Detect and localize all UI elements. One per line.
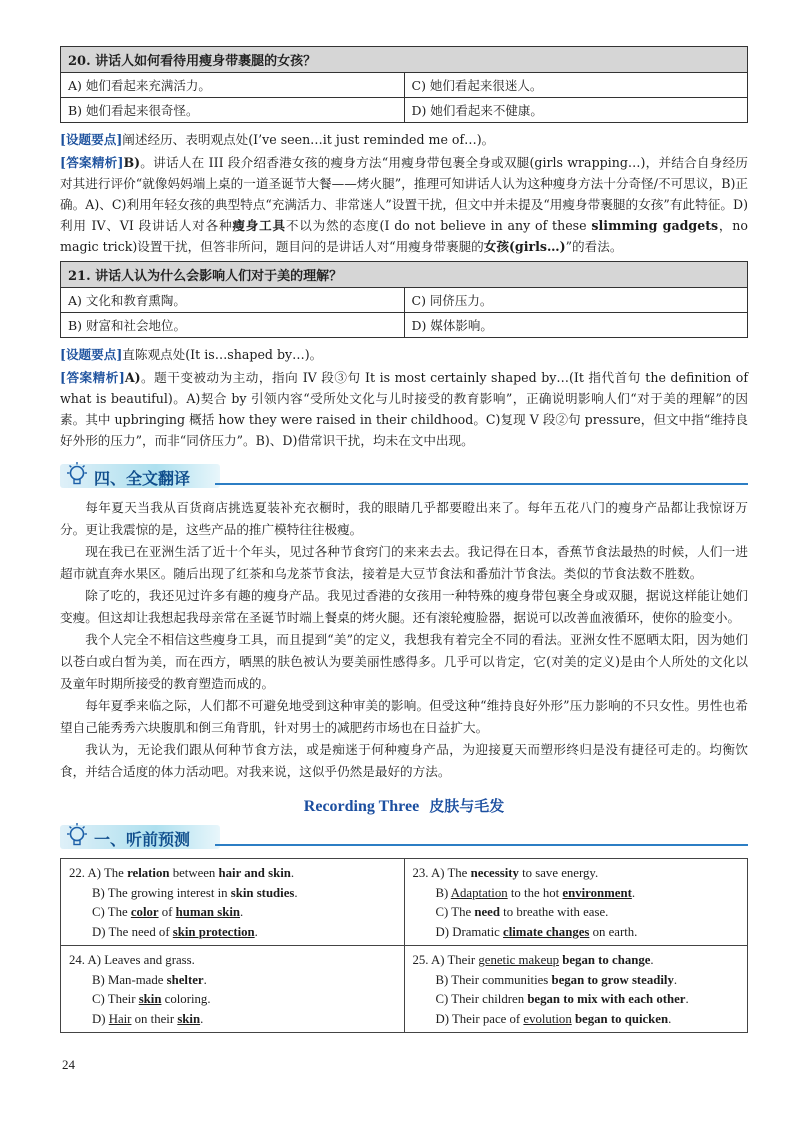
question-21-stem: 21. 讲话人认为什么会影响人们对于美的理解？ [61,262,748,288]
translation-paragraph: 我认为，无论我们跟从何种节食方法，或是痴迷于何种瘦身产品，为迎接夏天而塑形终归是没有捷径可走的。均衡饮食，并结合适度的体力活动吧。对我来说，这似乎仍然是最好的方法。 [60,742,748,779]
section-header-translation [60,461,748,489]
question-20-option-d: D) 她们看起来不健康。 [404,98,748,123]
question-20-analysis: [答案精析]B)。讲话人在 III 段介绍香港女孩的瘦身方法“用瘦身带包裹全身或双腿(girls wrapping…)，并结合自身经历对其进行评价“就像妈妈端上桌的一道圣诞节大餐——烤火腿”，推理可知讲话人认为这种瘦身方法十分奇怪/不可思议，B)正确。A)、C)利用年轻女孩的典型特点“充满活力、非常迷人”设置干扰，但文中并未提及“用瘦身带裹腿的女孩”有此特征。D)利用 IV、VI 段讲话人对各种瘦身工具不以为然的态度(I do not believe in any of these slimming gadgets，no magic trick)设置干扰，但答非所问，题目问的是讲话人对“用瘦身带裹腿的女孩(girls…)”的看法。 [60,155,749,254]
translation-paragraph: 每年夏天当我从百货商店挑选夏装补充衣橱时，我的眼睛几乎都要瞪出来了。每年五花八门的瘦身产品都让我惊讶万分。更让我震惊的是，这些产品的推广模特往往极瘦。 [60,500,748,537]
question-22-cell: 22. A) The relation between hair and skin. B) The growing interest in skin studies. C) The color of human skin. D) The need of skin protection. [61,859,405,946]
question-21-option-a: A) 文化和教育熏陶。 [61,288,405,313]
question-20-option-c: C) 她们看起来很迷人。 [404,73,748,98]
question-21-option-d: D) 媒体影响。 [404,313,748,338]
page-content [60,46,748,1033]
question-25-cell: 25. A) Their genetic makeup began to change. B) Their communities began to grow steadily. C) Their children began to mix with each other. D) Their pace of evolution began to quicken. [404,946,748,1033]
question-21-key-point: [设题要点]直陈观点处(It is…shaped by…)。 [60,347,323,362]
translation-body [60,497,748,783]
question-20-option-b: B) 她们看起来很奇怪。 [61,98,405,123]
question-24-cell: 24. A) Leaves and grass. B) Man-made shelter. C) Their skin coloring. D) Hair on their skin. [61,946,405,1033]
question-21-option-c: C) 同侪压力。 [404,288,748,313]
question-23-cell: 23. A) The necessity to save energy. B) Adaptation to the hot environment. C) The need to breathe with ease. D) Dramatic climate changes on earth. [404,859,748,946]
translation-paragraph: 现在我已在亚洲生活了近十个年头，见过各种节食窍门的来来去去。我记得在日本，香蕉节食法最热的时候，人们一进超市就直奔水果区。随后出现了红茶和乌龙茶节食法，接着是大豆节食法和番茄汁节食法。类似的节食法数不胜数。 [60,544,748,581]
question-20-key-point: [设题要点]阐述经历、表明观点处(I’ve seen…it just reminded me of…)。 [60,132,495,147]
page-number: 24 [62,1057,75,1072]
translation-paragraph: 除了吃的，我还见过许多有趣的瘦身产品。我见过香港的女孩用一种特殊的瘦身带包裹全身或双腿，据说这样能让她们变瘦。但这却让我想起我母亲常在圣诞节时端上餐桌的烤火腿。还有滚轮瘦脸器，据说可以改善血液循环，使你的脸变小。 [60,588,748,625]
question-20-option-a: A) 她们看起来充满活力。 [61,73,405,98]
question-20-stem: 20. 讲话人如何看待用瘦身带裹腿的女孩？ [61,47,748,73]
prediction-table [60,858,748,1033]
lightbulb-icon [64,461,90,489]
analysis-tag: [答案精析] [60,155,124,170]
key-point-tag: [设题要点] [60,132,123,147]
question-21-option-b: B) 财富和社会地位。 [61,313,405,338]
section-title: 四、全文翻译 [94,469,191,488]
analysis-tag: [答案精析] [60,370,125,385]
translation-paragraph: 我个人完全不相信这些瘦身工具，而且提到“美”的定义，我想我有着完全不同的看法。亚洲女性不愿晒太阳，因为她们以苍白或白皙为美，而在西方，晒黑的肤色被认为要美丽性感得多。几乎可以肯定，它(对美的定义)是由个人所处的文化以及童年时期所接受的教育塑造而成的。 [60,632,748,691]
translation-paragraph: 每年夏季来临之际，人们都不可避免地受到这种审美的影响。但受这种“维持良好外形”压力影响的不只女性。男性也希望自己能秀秀六块腹肌和倒三角背肌，针对男士的减肥药市场也在日益扩大。 [60,698,748,735]
recording-title: Recording Three 皮肤与毛发 [303,797,505,815]
question-20-table [60,46,748,123]
section-header-prediction [60,822,748,850]
question-21-table [60,261,748,338]
lightbulb-icon [64,822,90,850]
answer-letter: B) [123,155,141,170]
answer-letter: A) [124,370,141,385]
question-21-analysis: [答案精析]A)。题干变被动为主动，指向 IV 段③句 It is most certainly shaped by…(It 指代首句 the definition of what is beautiful)。A)契合 by 引领内容“受所处文化与儿时接受的教育影响”，正确说明影响人们“对于美的理解”的因素。其中 upbringing 概括 how they were raised in their childhood。C)复现 V 段②句 pressure，但文中指“维持良好外形的压力”，而非“同侪压力”。B)、D)借常识干扰，均未在文中出现。 [60,370,749,448]
section-title: 一、听前预测 [94,830,191,849]
key-point-tag: [设题要点] [60,347,123,362]
